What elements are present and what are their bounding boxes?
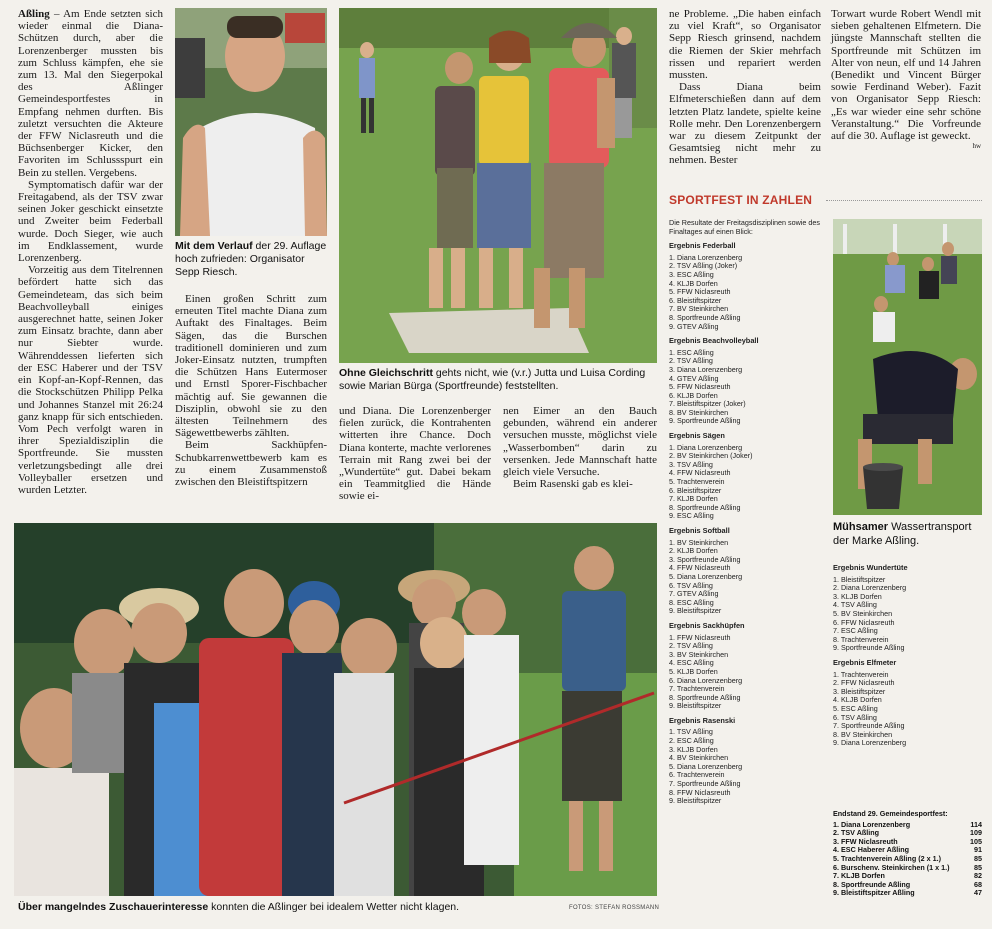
results-item: 5. Diana Lorenzenberg — [669, 761, 743, 771]
results-item: 1. ESC Aßling — [669, 347, 714, 357]
results-item: 4. KLJB Dorfen — [833, 695, 882, 705]
article-column-1 — [18, 8, 163, 496]
results-item: 8. BV Steinkirchen — [833, 729, 893, 739]
results-item: 3. KLJB Dorfen — [833, 591, 882, 601]
article-paragraph: Einen großen Schritt zum erneuten Titel machte Diana zum Auftakt des Finaltages. Beim Sägen, das die Burschen traditionell dominieren und zum Joker-Einsatz nutzten, trumpften die Schützen Hans Eutermoser und Ernstl Sporer-Fischbacher mächtig auf. Sie gewannen die Disziplin, obwohl sie zu den ältesten Teilnehmern des Sägewettbewerbs zählten. — [175, 293, 327, 440]
results-item: 6. Bleistiftspitzer — [669, 295, 722, 305]
results-item: 4. BV Steinkirchen — [669, 753, 729, 763]
results-item: 1. Trachtenverein — [833, 669, 889, 679]
results-section-title: Ergebnis Sägen — [669, 431, 725, 441]
article-lead: Aßling – Am Ende setzten sich wieder einmal die Diana-Schützen durch, aber die Lorenzenberger mussten bis zum Schluss kämpfen, ehe sie zum 13. Mal den Siegerpokal des Aßlinger Gemeindesportfestes in Empfang nehmen durften. Bis zuletzt versuchten die Akteure der FFW Niclasreuth und die Büchsenberger Kicker, den Favoriten im Schlussspurt ein Bein zu stellen. Vergebens. — [18, 8, 163, 179]
results-item: 7. GTEV Aßling — [669, 589, 719, 599]
results-item: 6. Bleistiftspitzer — [669, 485, 722, 495]
photo-water-transport — [833, 219, 982, 515]
results-section-title: Ergebnis Softball — [669, 526, 730, 535]
results-item: 6. TSV Aßling — [669, 580, 713, 590]
results-item: 8. ESC Aßling — [669, 597, 714, 607]
results-item: 1. Diana Lorenzenberg — [669, 252, 743, 262]
final-standings-title: Endstand 29. Gemeindesportfest: — [833, 809, 948, 818]
team-name: 7. KLJB Dorfen — [833, 871, 885, 881]
results-item: 5. Trachtenverein — [669, 477, 725, 487]
results-section-title: Ergebnis Federball — [669, 241, 736, 251]
title-divider — [826, 200, 982, 201]
article-paragraph: Vorzeitig aus dem Titelrennen befördert hatte sich das Gemeindeteam, das sich beim Beachvolleyball einiges ausgerechnet hatte, seinen Joker zum Einsatz brachte, dann aber nur Siebter wurde. Währenddessen lieferten sich der ESC Haberer und der TSV ein Kopf-an-Kopf-Rennen, das die Stockschützen Philipp Pelka und Johannes Stanzel mit 26:24 ganz knapp für sich entschieden. Vom Pech verfolgt waren in ihrer Spezialdisziplin die Sportfreunde. Sie mussten verletzungsbedingt alle drei Volleyballer ersetzen und wurden Letzter. — [18, 264, 163, 496]
results-item: 9. Sportfreunde Aßling — [669, 416, 741, 426]
article-column-6 — [831, 8, 981, 150]
results-item: 8. BV Steinkirchen — [669, 407, 729, 417]
results-section-title: Ergebnis Sackhüpfen — [669, 620, 745, 630]
results-item: 3. KLJB Dorfen — [669, 744, 718, 754]
team-points: 85 — [974, 862, 982, 872]
results-section-title: Ergebnis Elfmeter — [833, 657, 897, 667]
results-item: 3. BV Steinkirchen — [669, 649, 729, 659]
article-paragraph: ne Probleme. „Die haben einfach zu viel Kraft“, so Organisator Sepp Riesch grinsend, nachdem die Riemen der Skier mehrfach rissen und repariert werden mussten. — [669, 8, 821, 82]
team-points: 85 — [974, 853, 982, 863]
dateline: Aßling — [18, 8, 50, 20]
photo-water-caption: Mühsamer Wassertransport der Marke Aßling. — [833, 521, 972, 547]
team-points: 91 — [974, 845, 982, 855]
results-item: 1. BV Steinkirchen — [669, 537, 729, 547]
results-section-title: Ergebnis Rasenski — [669, 715, 736, 725]
results-item: 9. GTEV Aßling — [669, 321, 719, 331]
results-item: 3. ESC Aßling — [669, 269, 714, 279]
photo-crowd — [14, 523, 657, 896]
results-item: 4. FFW Niclasreuth — [669, 563, 731, 573]
results-item: 5. BV Steinkirchen — [833, 608, 893, 618]
results-item: 8. Sportfreunde Aßling — [669, 312, 741, 322]
results-item: 8. FFW Niclasreuth — [669, 787, 731, 797]
results-item: 2. ESC Aßling — [669, 736, 714, 746]
team-name: 1. Diana Lorenzenberg — [833, 819, 911, 829]
article-column-3 — [339, 405, 491, 503]
results-item: 2. TSV Aßling — [669, 356, 713, 366]
results-item: 1. Bleistiftspitzer — [833, 574, 886, 584]
team-name: 9. Bleistiftspitzer Aßling — [833, 888, 915, 898]
results-item: 7. BV Steinkirchen — [669, 304, 729, 314]
results-item: 8. Sportfreunde Aßling — [669, 692, 741, 702]
team-name: 4. ESC Haberer Aßling — [833, 845, 910, 855]
team-name: 5. Trachtenverein Aßling (2 x 1.) — [833, 853, 941, 863]
results-item: 3. TSV Aßling — [669, 459, 713, 469]
team-name: 6. Burschenv. Steinkirchen (1 x 1.) — [833, 862, 950, 872]
results-item: 7. Sportfreunde Aßling — [669, 779, 741, 789]
results-left-column — [669, 219, 821, 806]
results-item: 2. Diana Lorenzenberg — [833, 583, 907, 593]
results-item: 1. Diana Lorenzenberg — [669, 442, 743, 452]
article-column-2 — [175, 293, 327, 488]
results-item: 5. KLJB Dorfen — [669, 666, 718, 676]
photo-organizer — [175, 8, 327, 236]
results-item: 5. ESC Aßling — [833, 703, 878, 713]
results-item: 2. KLJB Dorfen — [669, 546, 718, 556]
results-item: 4. GTEV Aßling — [669, 373, 719, 383]
team-points: 47 — [974, 888, 982, 898]
final-standing-row — [833, 889, 982, 898]
results-item: 7. Sportfreunde Aßling — [833, 721, 905, 731]
photo-organizer-image — [175, 8, 327, 236]
results-item: 9. Bleistiftspitzer — [669, 701, 722, 711]
results-item: 7. Trachtenverein — [669, 684, 725, 694]
results-item: 3. Sportfreunde Aßling — [669, 554, 741, 564]
results-item: 9. Bleistiftspitzer — [669, 606, 722, 616]
team-points: 105 — [970, 836, 982, 846]
results-item: 4. FFW Niclasreuth — [669, 468, 731, 478]
team-points: 109 — [970, 828, 982, 838]
article-paragraph: Torwart wurde Robert Wendl mit sieben gehaltenen Elfmetern. Die jüngste Mannschaft stellten die Sportfreunde mit Schützen im Alter von neun, elf und 14 Jahren (Benedikt und Vincent Bürger sowie Ferdinand Weber). Fazit von Organisator Sepp Riesch: „Es war wieder eine sehr schöne Veranstaltung.“ Die Vorfreunde auf die 30. Auflage ist geweckt. — [831, 8, 981, 143]
results-item: 6. KLJB Dorfen — [669, 390, 718, 400]
results-item: 9. Diana Lorenzenberg — [833, 738, 907, 748]
results-right-column — [833, 558, 982, 748]
results-item: 1. TSV Aßling — [669, 727, 713, 737]
results-item: 2. TSV Aßling — [669, 641, 713, 651]
results-item: 4. TSV Aßling — [833, 600, 877, 610]
team-name: 3. FFW Niclasreuth — [833, 836, 898, 846]
team-name: 8. Sportfreunde Aßling — [833, 879, 911, 889]
results-section-title: Ergebnis Beachvolleyball — [669, 336, 759, 346]
photo-credit: FOTOS: STEFAN ROSSMANN — [569, 905, 660, 911]
team-points: 114 — [970, 819, 982, 829]
results-item: 2. FFW Niclasreuth — [833, 678, 895, 688]
results-item: 9. Bleistiftspitzer — [669, 796, 722, 806]
results-item: 3. Diana Lorenzenberg — [669, 364, 743, 374]
results-item: 7. ESC Aßling — [833, 626, 878, 636]
photo-water-image — [833, 219, 982, 515]
results-item: 2. TSV Aßling (Joker) — [669, 261, 738, 271]
photo-crowd-caption: Über mangelndes Zuschauerinteresse konnten die Aßlinger bei idealem Wetter nicht klagen. — [18, 901, 460, 913]
results-item: 6. FFW Niclasreuth — [833, 617, 895, 627]
results-section-title: Ergebnis Wundertüte — [833, 563, 908, 572]
final-standings-rows — [833, 821, 982, 898]
results-item: 5. FFW Niclasreuth — [669, 287, 731, 297]
author-sign: hw — [972, 142, 981, 151]
results-item: 7. KLJB Dorfen — [669, 494, 718, 504]
article-paragraph: nen Eimer an den Bauch gebunden, während ein anderer versuchen musste, möglichst viele „Wasserbomben“ darin zu versenken. Jede Mannschaft hatte gleich viele Versuche. — [503, 405, 657, 479]
results-item: 5. FFW Niclasreuth — [669, 382, 731, 392]
team-points: 82 — [974, 871, 982, 881]
photo-race-image — [339, 8, 657, 363]
results-item: 6. Diana Lorenzenberg — [669, 675, 743, 685]
results-item: 6. TSV Aßling — [833, 712, 877, 722]
results-item: 1. FFW Niclasreuth — [669, 632, 731, 642]
article-paragraph: und Diana. Die Lorenzenberger fielen zurück, die Kontrahenten witterten ihre Chance. Doch Diana konterte, machte verlorenes Terrain mit Rang zwei bei der „Wundertüte“ gut. Dabei bekam ein Teammitglied die Hände sowie ei- — [339, 405, 491, 503]
article-paragraph: Beim Sackhüpfen-Schubkarrenwettbewerb kam es zu einem Zusammenstoß zwischen den Bleistiftspitzern — [175, 439, 327, 489]
article-paragraph: Symptomatisch dafür war der Freitagabend, als der TSV zwar seinen Joker geschickt einsetzte und Zweiter beim Federball wurde. Doch Sieger, wie auch im Endklassement, wurde Lorenzenberg. — [18, 178, 163, 265]
results-item: 2. BV Steinkirchen (Joker) — [669, 451, 753, 461]
results-item: 5. Diana Lorenzenberg — [669, 571, 743, 581]
article-paragraph: Beim Rasenski gab es klei- — [513, 478, 633, 491]
article-paragraph: Dass Diana beim Elfmeterschießen dann auf dem letzten Platz landete, spielte keine Rolle mehr. Den Lorenzenbergern war zu diesem Zeitpunkt der Gesamtsieg nicht mehr zu nehmen. Bester — [669, 81, 821, 167]
article-column-5 — [669, 8, 821, 167]
results-item: 6. Trachtenverein — [669, 770, 725, 780]
photo-three-legged-race — [339, 8, 657, 363]
team-name: 2. TSV Aßling — [833, 828, 880, 838]
photo-race-caption: Ohne Gleichschritt gehts nicht, wie (v.r.) Jutta und Luisa Cording sowie Marian Bürga (Sportfreunde) feststellten. — [339, 367, 646, 392]
results-item: 9. Sportfreunde Aßling — [833, 643, 905, 653]
sportfest-title: SPORTFEST IN ZAHLEN — [669, 193, 813, 207]
results-item: 8. Trachtenverein — [833, 634, 889, 644]
results-item: 7. Bleistiftspitzer (Joker) — [669, 399, 746, 409]
results-item: 9. ESC Aßling — [669, 511, 714, 521]
photo-crowd-image — [14, 523, 657, 896]
team-points: 68 — [974, 879, 982, 889]
results-item: 3. Bleistiftspitzer — [833, 686, 886, 696]
results-item: 4. KLJB Dorfen — [669, 278, 718, 288]
results-intro: Die Resultate der Freitagsdisziplinen sowie des Finaltages auf einen Blick: — [669, 218, 821, 236]
results-item: 8. Sportfreunde Aßling — [669, 502, 741, 512]
results-item: 4. ESC Aßling — [669, 658, 714, 668]
article-column-4 — [503, 405, 657, 490]
photo-organizer-caption: Mit dem Verlauf der 29. Auflage hoch zufrieden: Organisator Sepp Riesch. — [175, 240, 327, 278]
final-standings — [833, 810, 982, 898]
